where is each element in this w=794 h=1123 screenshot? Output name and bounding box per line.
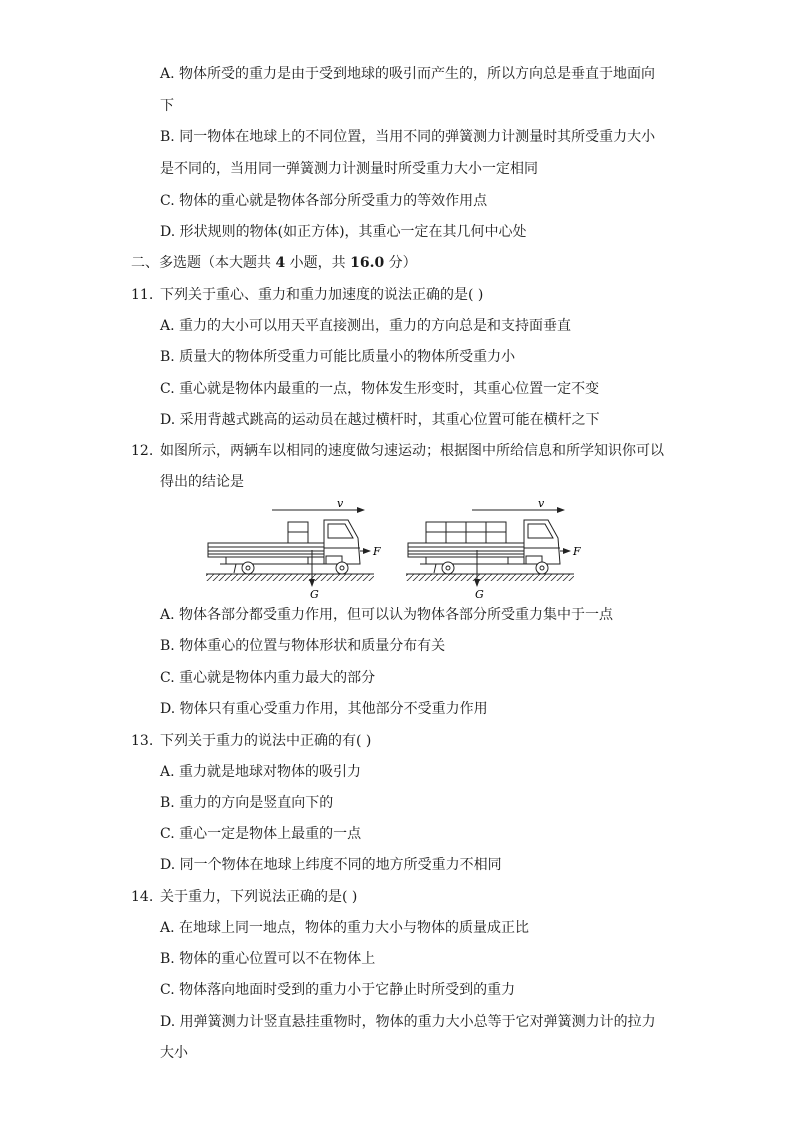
q14-stem: 关于重力，下列说法正确的是( ) xyxy=(160,889,358,905)
section-question-count: 4 xyxy=(275,255,286,271)
two-trucks-figure xyxy=(200,498,600,602)
section-suffix: 分） xyxy=(384,255,417,271)
q13-option-d: D. 同一个物体在地球上纬度不同的地方所受重力不相同 xyxy=(160,857,502,873)
velocity-label-2: v xyxy=(538,498,545,510)
q10-option-c: C. 物体的重心就是物体各部分所受重力的等效作用点 xyxy=(160,193,488,209)
cab-2 xyxy=(524,520,560,564)
q13-number: 13. xyxy=(131,733,154,749)
q10-option-a-line2: 下 xyxy=(160,98,174,114)
q14-number: 14. xyxy=(131,889,154,905)
q13-stem: 下列关于重力的说法中正确的有( ) xyxy=(160,733,372,749)
cargo-2 xyxy=(426,522,506,543)
ground-1 xyxy=(206,574,374,581)
q11-option-a: A. 重力的大小可以用天平直接测出，重力的方向总是和支持面垂直 xyxy=(160,318,572,334)
q10-option-d: D. 形状规则的物体(如正方体)，其重心一定在其几何中心处 xyxy=(160,224,527,240)
ground-2 xyxy=(406,574,574,581)
q10-option-a-line1: A. 物体所受的重力是由于受到地球的吸引而产生的，所以方向总是垂直于地面向 xyxy=(160,66,656,82)
q11-option-c: C. 重心就是物体内最重的一点，物体发生形变时，其重心位置一定不变 xyxy=(160,381,600,397)
velocity-label-1: v xyxy=(337,498,344,510)
q12-stem-line1: 如图所示，两辆车以相同的速度做匀速运动；根据图中所给信息和所学知识你可以 xyxy=(160,443,664,459)
q12-option-c: C. 重心就是物体内重力最大的部分 xyxy=(160,670,376,686)
truck-1 xyxy=(206,498,381,601)
gravity-label-2: G xyxy=(475,588,484,601)
section-score: 16.0 xyxy=(350,255,385,271)
q12-number: 12. xyxy=(131,443,154,459)
q11-stem: 下列关于重心、重力和重力加速度的说法正确的是( ) xyxy=(160,287,484,303)
q14-option-d-line1: D. 用弹簧测力计竖直悬挂重物时，物体的重力大小总等于它对弹簧测力计的拉力 xyxy=(160,1014,656,1030)
q11-number: 11. xyxy=(131,287,154,303)
cab-1 xyxy=(324,520,360,564)
q11-option-b: B. 质量大的物体所受重力可能比质量小的物体所受重力小 xyxy=(160,349,516,365)
force-label-1: F xyxy=(373,545,381,558)
section-prefix: 二、多选题（本大题共 xyxy=(131,255,276,271)
q10-option-b-line2: 是不同的，当用同一弹簧测力计测量时所受重力大小一定相同 xyxy=(160,161,538,177)
q12-stem-line2: 得出的结论是 xyxy=(160,474,244,490)
q12-option-a: A. 物体各部分都受重力作用，但可以认为物体各部分所受重力集中于一点 xyxy=(160,607,614,623)
cargo-1 xyxy=(288,522,308,543)
q14-option-d-line2: 大小 xyxy=(160,1045,188,1061)
q10-option-b-line1: B. 同一物体在地球上的不同位置，当用不同的弹簧测力计测量时其所受重力大小 xyxy=(160,129,656,145)
section-mid: 小题，共 xyxy=(285,255,351,271)
q14-option-b: B. 物体的重心位置可以不在物体上 xyxy=(160,951,376,967)
q12-option-d: D. 物体只有重心受重力作用，其他部分不受重力作用 xyxy=(160,701,488,717)
q14-option-c: C. 物体落向地面时受到的重力小于它静止时所受到的重力 xyxy=(160,982,516,998)
q12-option-b: B. 物体重心的位置与物体形状和质量分布有关 xyxy=(160,638,446,654)
section-header-multiple-choice xyxy=(131,253,417,273)
q14-option-a: A. 在地球上同一地点，物体的重力大小与物体的质量成正比 xyxy=(160,920,530,936)
q13-option-b: B. 重力的方向是竖直向下的 xyxy=(160,795,334,811)
q13-option-c: C. 重心一定是物体上最重的一点 xyxy=(160,826,362,842)
q13-option-a: A. 重力就是地球对物体的吸引力 xyxy=(160,764,362,780)
gravity-label-1: G xyxy=(310,588,319,601)
q11-option-d: D. 采用背越式跳高的运动员在越过横杆时，其重心位置可能在横杆之下 xyxy=(160,412,600,428)
truck-2 xyxy=(406,498,581,601)
force-label-2: F xyxy=(573,545,581,558)
